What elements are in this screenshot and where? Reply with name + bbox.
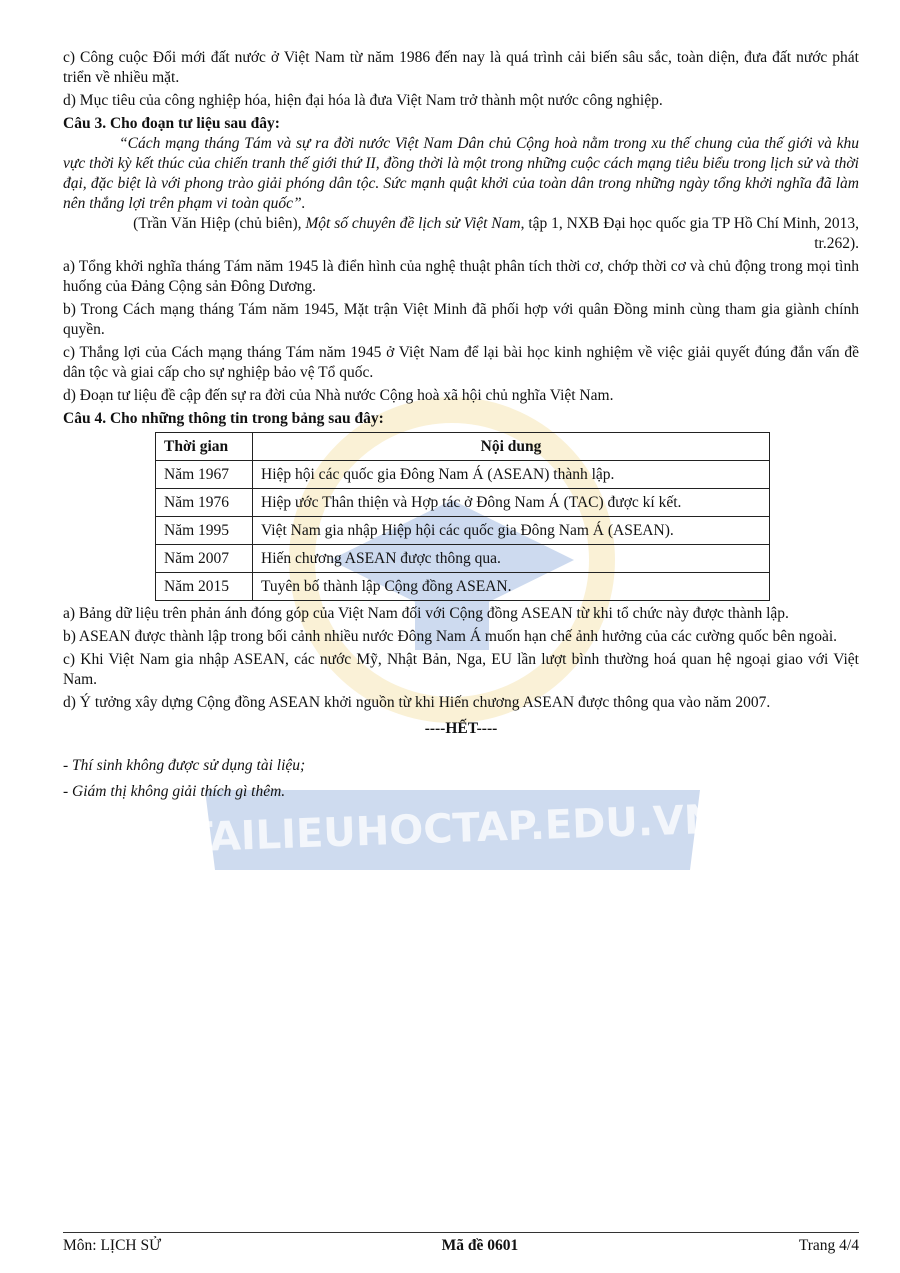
row-time: Năm 2015 xyxy=(156,573,253,601)
q4-item-b: b) ASEAN được thành lập trong bối cảnh nhiều nước Đông Nam Á muốn hạn chế ảnh hưởng của các cường quốc bên ngoài. xyxy=(63,628,838,645)
q3-source: (Trần Văn Hiệp (chủ biên), Một số chuyên đề lịch sử Việt Nam, tập 1, NXB Đại học quốc gia TP Hồ Chí Minh, 2013, tr.262). xyxy=(133,215,859,252)
q3-item-a: a) Tổng khởi nghĩa tháng Tám năm 1945 là điển hình của nghệ thuật phân tích thời cơ, chớp thời cơ và chủ động trong mọi tình huống của Đảng Cộng sản Đông Dương. xyxy=(63,258,859,295)
footer-exam-code: Mã đề 0601 xyxy=(441,1237,519,1254)
q4-item-c: c) Khi Việt Nam gia nhập ASEAN, các nước Mỹ, Nhật Bản, Nga, EU lần lượt bình thường hoá quan hệ ngoại giao với Việt Nam. xyxy=(63,651,859,688)
row-time: Năm 1976 xyxy=(156,489,253,517)
exam-notes xyxy=(63,753,859,805)
q3-item-c: c) Thắng lợi của Cách mạng tháng Tám năm 1945 ở Việt Nam để lại bài học kinh nghiệm về việc giải quyết đúng đắn vấn đề dân tộc và giai cấp cho sự nghiệp bảo vệ Tổ quốc. xyxy=(63,344,859,381)
row-content: Hiệp ước Thân thiện và Hợp tác ở Đông Nam Á (TAC) được kí kết. xyxy=(253,489,770,517)
header-content: Nội dung xyxy=(253,433,770,461)
row-time: Năm 2007 xyxy=(156,545,253,573)
prev-item-d: d) Mục tiêu của công nghiệp hóa, hiện đại hóa là đưa Việt Nam trở thành một nước công nghiệp. xyxy=(63,92,663,109)
footer-page-number: Trang 4/4 xyxy=(798,1237,859,1254)
watermark-text: TAILIEUHOCTAP.EDU.VN xyxy=(184,796,719,862)
table-row xyxy=(156,489,770,517)
row-content: Hiến chương ASEAN được thông qua. xyxy=(253,545,770,573)
table-row xyxy=(156,517,770,545)
q4-item-a: a) Bảng dữ liệu trên phản ánh đóng góp của Việt Nam đối với Cộng đồng ASEAN từ khi tổ chức này được thành lập. xyxy=(63,605,789,622)
prev-item-c: c) Công cuộc Đổi mới đất nước ở Việt Nam từ năm 1986 đến nay là quá trình cải biến sâu sắc, toàn diện, đưa đất nước phát triển về nhiều mặt. xyxy=(63,49,859,86)
q3-quote: “Cách mạng tháng Tám và sự ra đời nước Việt Nam Dân chủ Cộng hoà nằm trong xu thế chung của thế giới và khu vực thời kỳ kết thúc của chiến tranh thế giới thứ II, đồng thời là một trong những cuộc cách mạng tiêu biểu trong lịch sử và thời đại, đặc biệt là với phong trào giải phóng dân tộc. Sức mạnh quật khởi của toàn dân trong những ngày tổng khởi nghĩa đã làm nên thắng lợi trên phạm vi toàn quốc”. xyxy=(63,135,859,212)
end-mark: ----HẾT---- xyxy=(424,720,498,737)
note-item: - Thí sinh không được sử dụng tài liệu; xyxy=(63,757,306,774)
table-row xyxy=(156,545,770,573)
q4-title: Câu 4. Cho những thông tin trong bảng sau đây: xyxy=(63,410,384,427)
asean-table xyxy=(155,432,770,601)
table-header-row xyxy=(156,433,770,461)
page-footer xyxy=(63,1232,859,1255)
row-content: Hiệp hội các quốc gia Đông Nam Á (ASEAN) thành lập. xyxy=(253,461,770,489)
q3-title: Câu 3. Cho đoạn tư liệu sau đây: xyxy=(63,115,280,132)
table-row xyxy=(156,573,770,601)
row-content: Việt Nam gia nhập Hiệp hội các quốc gia Đông Nam Á (ASEAN). xyxy=(253,517,770,545)
row-time: Năm 1967 xyxy=(156,461,253,489)
q3-item-b: b) Trong Cách mạng tháng Tám năm 1945, Mặt trận Việt Minh đã phối hợp với quân Đồng minh cùng tham gia giành chính quyền. xyxy=(63,301,859,338)
note-item: - Giám thị không giải thích gì thêm. xyxy=(63,783,286,800)
row-time: Năm 1995 xyxy=(156,517,253,545)
q3-item-d: d) Đoạn tư liệu đề cập đến sự ra đời của Nhà nước Cộng hoà xã hội chủ nghĩa Việt Nam. xyxy=(63,387,614,404)
table-row xyxy=(156,461,770,489)
exam-page xyxy=(63,48,859,805)
header-time: Thời gian xyxy=(156,433,253,461)
q4-item-d: d) Ý tưởng xây dựng Cộng đồng ASEAN khởi nguồn từ khi Hiến chương ASEAN được thông qua vào năm 2007. xyxy=(63,694,771,711)
footer-subject: Môn: LỊCH SỬ xyxy=(63,1237,162,1254)
row-content: Tuyên bố thành lập Cộng đồng ASEAN. xyxy=(253,573,770,601)
